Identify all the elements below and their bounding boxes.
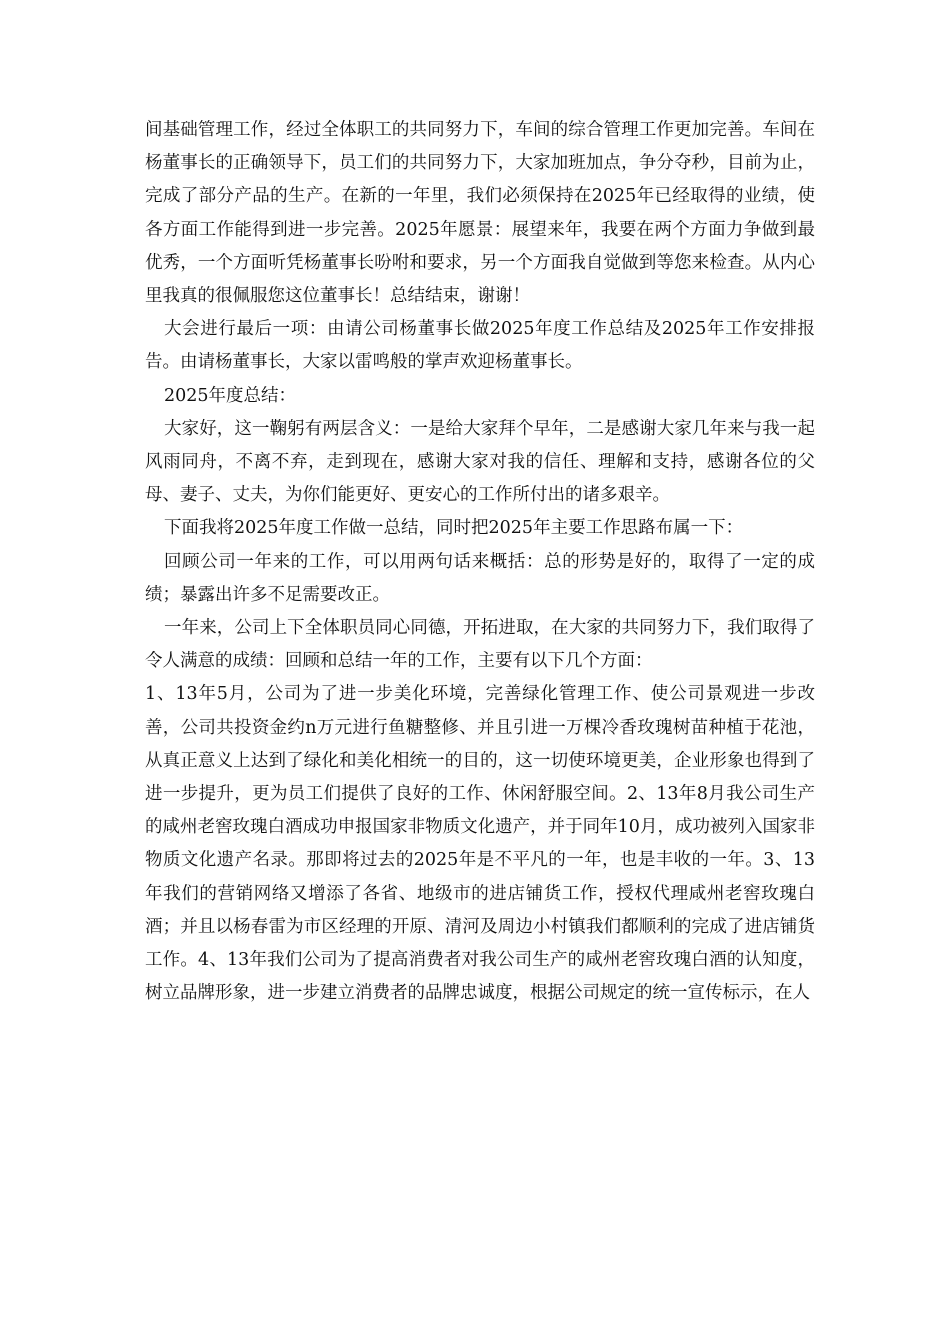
paragraph: 1、13年5月，公司为了进一步美化环境，完善绿化管理工作、使公司景观进一步改善，公司共投资金约n万元进行鱼糖整修、并且引进一万棵冷香玫瑰树苗种植于花池，从真正意义上达到了绿化和美化相统一的目的，这一切使环境更美，企业形象也得到了进一步提升，更为员工们提供了良好的工作、休闲舒服空间。2、13年8月我公司生产的咸州老窖玫瑰白酒成功申报国家非物质文化遗产，并于同年10月，成功被列入国家非物质文化遗产名录。那即将过去的2025年是不平凡的一年，也是丰收的一年。3、13年我们的营销网络又增添了各省、地级市的进店铺货工作，授权代理咸州老窖玫瑰白酒；并且以杨春雷为市区经理的开原、清河及周边小村镇我们都顺利的完成了进店铺货工作。4、13年我们公司为了提高消费者对我公司生产的咸州老窖玫瑰白酒的认知度，树立品牌形象，进一步建立消费者的品牌忠诚度，根据公司规定的统一宣传标示，在人 <box>145 684 815 1004</box>
document-body <box>145 114 815 1010</box>
paragraph: 下面我将2025年度工作做一总结，同时把2025年主要工作思路布属一下： <box>164 518 744 539</box>
paragraph: 一年来，公司上下全体职员同心同德，开拓进取，在大家的共同努力下，我们取得了令人满意的成绩：回顾和总结一年的工作，主要有以下几个方面： <box>145 618 815 672</box>
paragraph: 大会进行最后一项：由请公司杨董事长做2025年度工作总结及2025年工作安排报告。由请杨董事长，大家以雷鸣般的掌声欢迎杨董事长。 <box>145 319 815 373</box>
section-heading: 2025年度总结： <box>164 385 297 406</box>
paragraph: 回顾公司一年来的工作，可以用两句话来概括：总的形势是好的，取得了一定的成绩；暴露出许多不足需要改正。 <box>145 551 815 605</box>
paragraph: 大家好，这一鞠躬有两层含义：一是给大家拜个早年，二是感谢大家几年来与我一起风雨同舟，不离不弃，走到现在，感谢大家对我的信任、理解和支持，感谢各位的父母、妻子、丈夫，为你们能更好、更安心的工作所付出的诸多艰辛。 <box>145 418 815 506</box>
paragraph: 间基础管理工作，经过全体职工的共同努力下，车间的综合管理工作更加完善。车间在杨董事长的正确领导下，员工们的共同努力下，大家加班加点，争分夺秒，目前为止，完成了部分产品的生产。在新的一年里，我们必须保持在2025年已经取得的业绩，使各方面工作能得到进一步完善。2025年愿景：展望来年，我要在两个方面力争做到最优秀，一个方面听凭杨董事长吩咐和要求，另一个方面我自觉做到等您来检查。从内心里我真的很佩服您这位董事长！总结结束，谢谢！ <box>145 120 815 307</box>
